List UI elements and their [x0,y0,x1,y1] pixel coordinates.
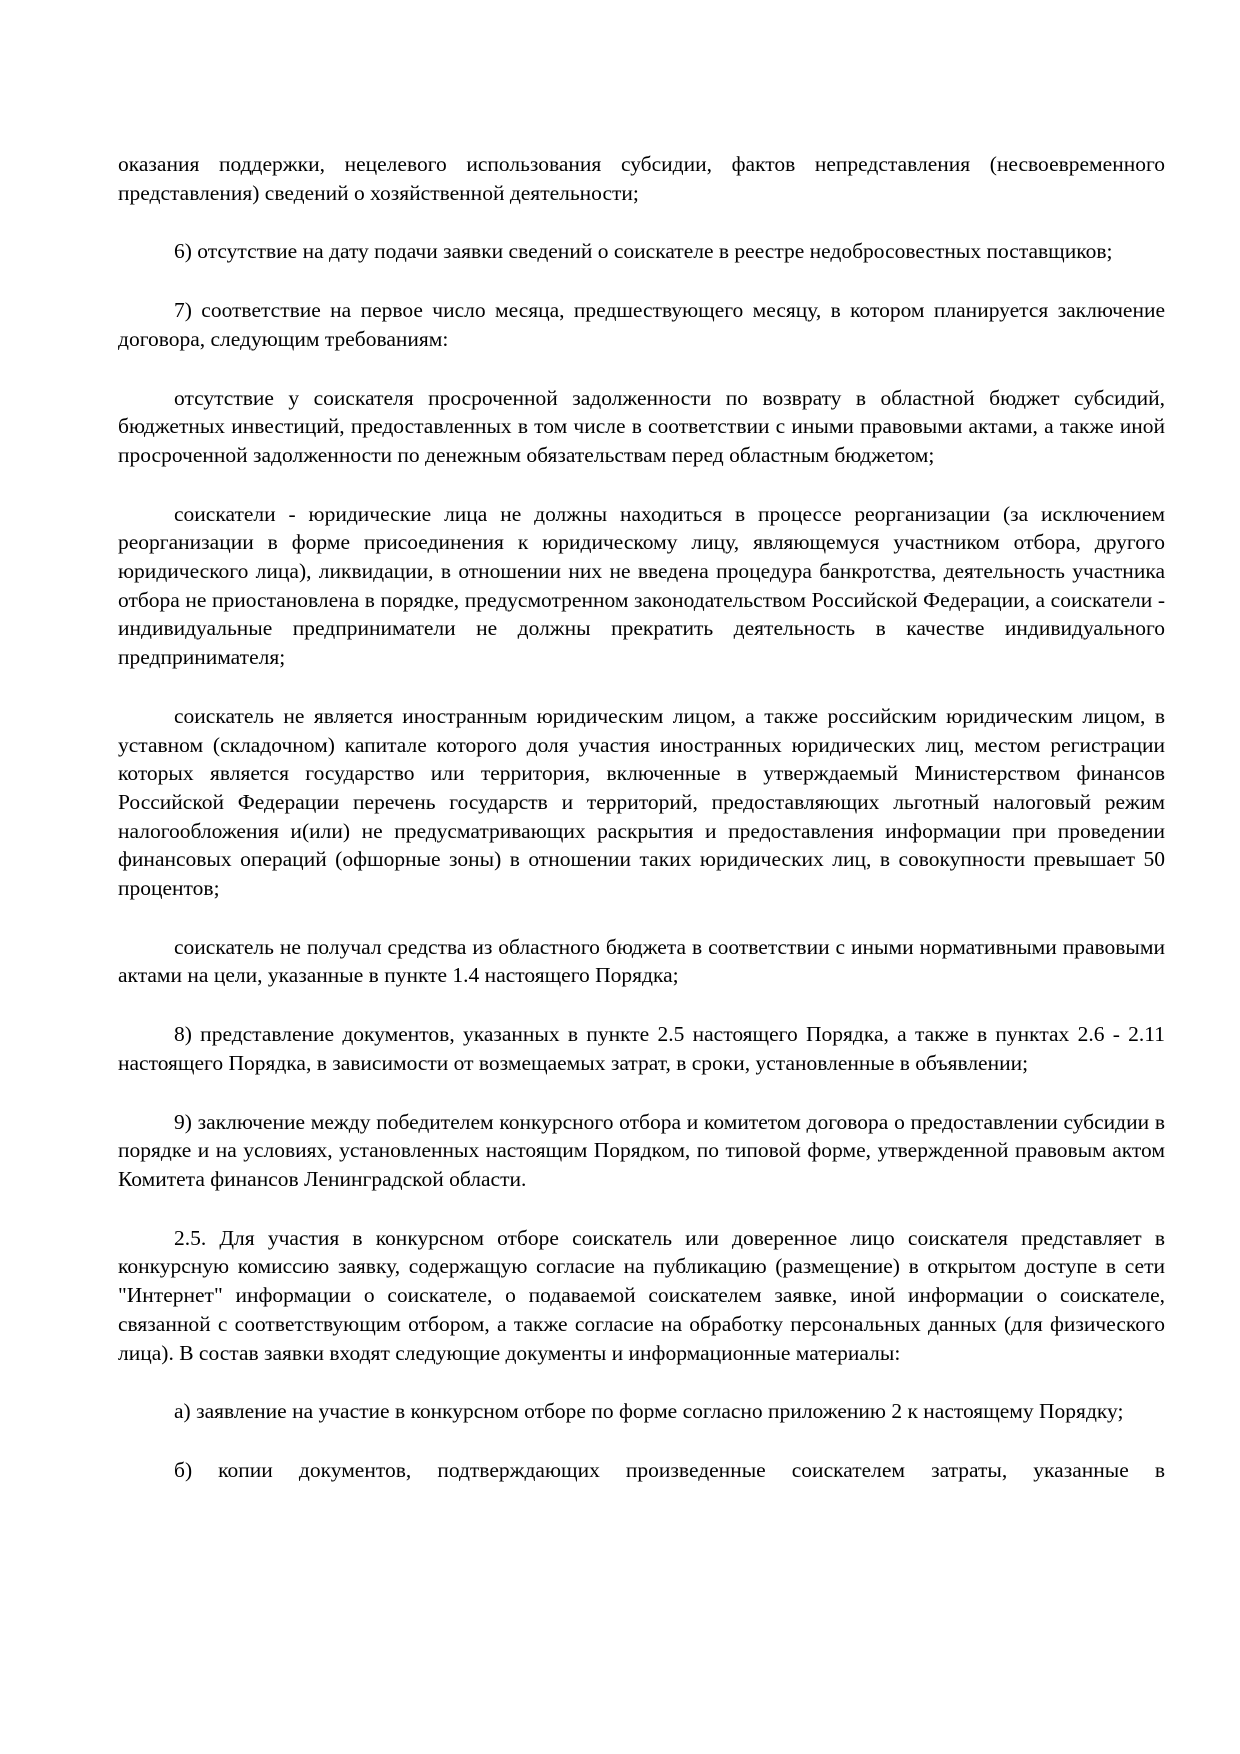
paragraph-item-7: 7) соответствие на первое число месяца, предшествующего месяцу, в котором планируется заключение договора, следующим требованиям: [118,298,1165,351]
paragraph-section-2-5: 2.5. Для участия в конкурсном отборе соискатель или доверенное лицо соискателя представляет в конкурсную комиссию заявку, содержащую согласие на публикацию (размещение) в открытом доступе в сети "Интернет" информации о соискателе, о подаваемой соискателем заявке, иной информации о соискателе, связанной с соответствующим отбором, а также согласие на обработку персональных данных (для физического лица). В состав заявки входят следующие документы и информационные материалы: [118,1225,1165,1365]
paragraph-item-b: б) копии документов, подтверждающих произведенные соискателем затраты, указанные в [174,1457,1165,1482]
paragraph-item-8: 8) представление документов, указанных в пункте 2.5 настоящего Порядка, а также в пунктах 2.6 - 2.11 настоящего Порядка, в зависимости от возмещаемых затрат, в сроки, установленные в объявлении; [118,1022,1165,1075]
paragraph-item-6: 6) отсутствие на дату подачи заявки сведений о соискателе в реестре недобросовестных поставщиков; [174,239,1113,264]
paragraph-continuation: оказания поддержки, нецелевого использования субсидии, фактов непредставления (несвоевременного представления) сведений о хозяйственной деятельности; [118,152,1165,205]
paragraph-foreign-entity-requirement: соискатель не является иностранным юридическим лицом, а также российским юридическим лицом, в уставном (складочном) капитале которого доля участия иностранных юридических лиц, местом регистрации которых является государство или территория, включенные в утверждаемый Министерством финансов Российской Федерации перечень государств и территорий, предоставляющих льготный налоговый режим налогообложения и(или) не предусматривающих раскрытия и предоставления информации при проведении финансовых операций (офшорные зоны) в отношении таких юридических лиц, в совокупности превышает 50 процентов; [118,703,1165,901]
document-page [118,150,1165,1515]
paragraph-debt-requirement: отсутствие у соискателя просроченной задолженности по возврату в областной бюджет субсидий, бюджетных инвестиций, предоставленных в том числе в соответствии с иными правовыми актами, а также иной просроченной задолженности по денежным обязательствам перед областным бюджетом; [118,385,1165,467]
paragraph-reorganization-requirement: соискатели - юридические лица не должны находиться в процессе реорганизации (за исключением реорганизации в форме присоединения к юридическому лицу, являющемуся участником отбора, другого юридического лица), ликвидации, в отношении них не введена процедура банкротства, деятельность участника отбора не приостановлена в порядке, предусмотренном законодательством Российской Федерации, а соискатели - индивидуальные предприниматели не должны прекратить деятельность в качестве индивидуального предпринимателя; [118,501,1165,670]
paragraph-item-a: а) заявление на участие в конкурсном отборе по форме согласно приложению 2 к настоящему Порядку; [174,1399,1124,1424]
paragraph-item-9: 9) заключение между победителем конкурсного отбора и комитетом договора о предоставлении субсидии в порядке и на условиях, установленных настоящим Порядком, по типовой форме, утвержденной правовым актом Комитета финансов Ленинградской области. [118,1109,1165,1191]
paragraph-no-other-funds: соискатель не получал средства из областного бюджета в соответствии с иными нормативными правовыми актами на цели, указанные в пункте 1.4 настоящего Порядка; [118,934,1165,988]
